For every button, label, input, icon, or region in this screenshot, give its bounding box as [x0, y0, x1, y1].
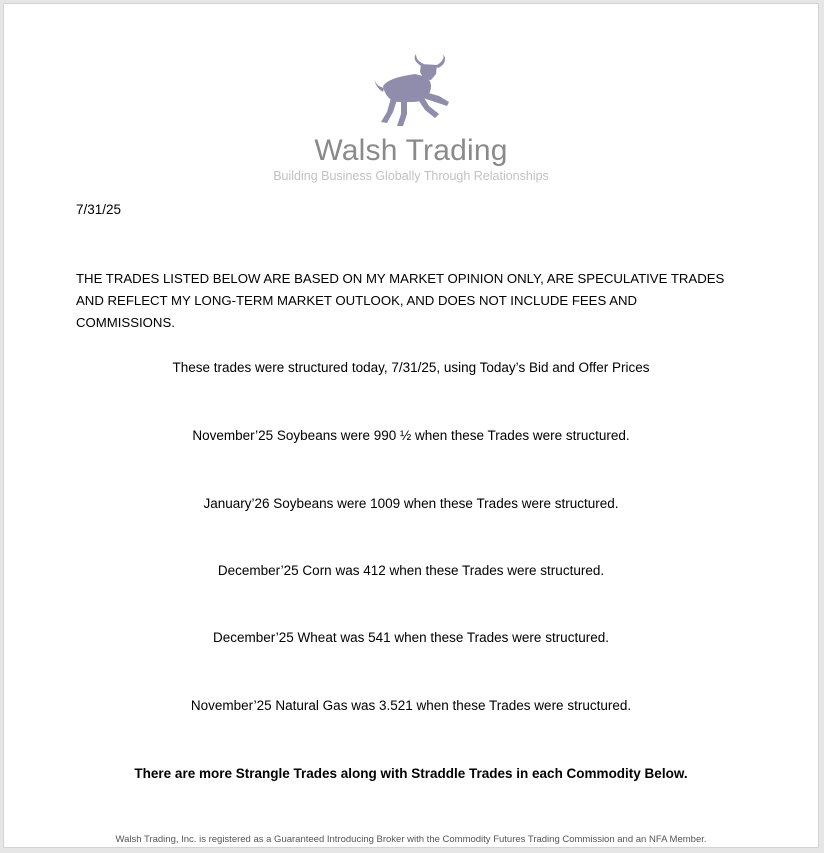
natural-gas-nov-line: November’25 Natural Gas was 3.521 when these Trades were structured.: [190, 698, 632, 713]
strangle-straddle-note: There are more Strangle Trades along with Straddle Trades in each Commodity Below.: [134, 766, 688, 781]
brand-tagline: Building Business Globally Through Relationships: [273, 169, 549, 183]
corn-dec-line: December’25 Corn was 412 when these Trades were structured.: [217, 563, 605, 578]
company-logo: [4, 52, 818, 183]
structured-today-line: These trades were structured today, 7/31/25, using Today’s Bid and Offer Prices: [172, 360, 650, 375]
document-date: 7/31/25: [76, 202, 122, 217]
disclaimer-paragraph: THE TRADES LISTED BELOW ARE BASED ON MY MARKET OPINION ONLY, ARE SPECULATIVE TRADES AND REFLECT MY LONG-TERM MARKET OUTLOOK, AND DOES NOT INCLUDE FEES AND COMMISSIONS.: [76, 271, 725, 330]
wheat-dec-line: December’25 Wheat was 541 when these Trades were structured.: [213, 630, 609, 645]
brand-name: Walsh Trading: [314, 134, 508, 167]
soybeans-nov-line: November’25 Soybeans were 990 ½ when these Trades were structured.: [192, 428, 630, 443]
bull-icon: [363, 52, 459, 130]
regulatory-footer: Walsh Trading, Inc. is registered as a Guaranteed Introducing Broker with the Commodity Futures Trading Commission and an NFA Member.: [115, 834, 707, 845]
document-page: [3, 3, 819, 848]
soybeans-jan-line: January’26 Soybeans were 1009 when these Trades were structured.: [203, 496, 619, 511]
